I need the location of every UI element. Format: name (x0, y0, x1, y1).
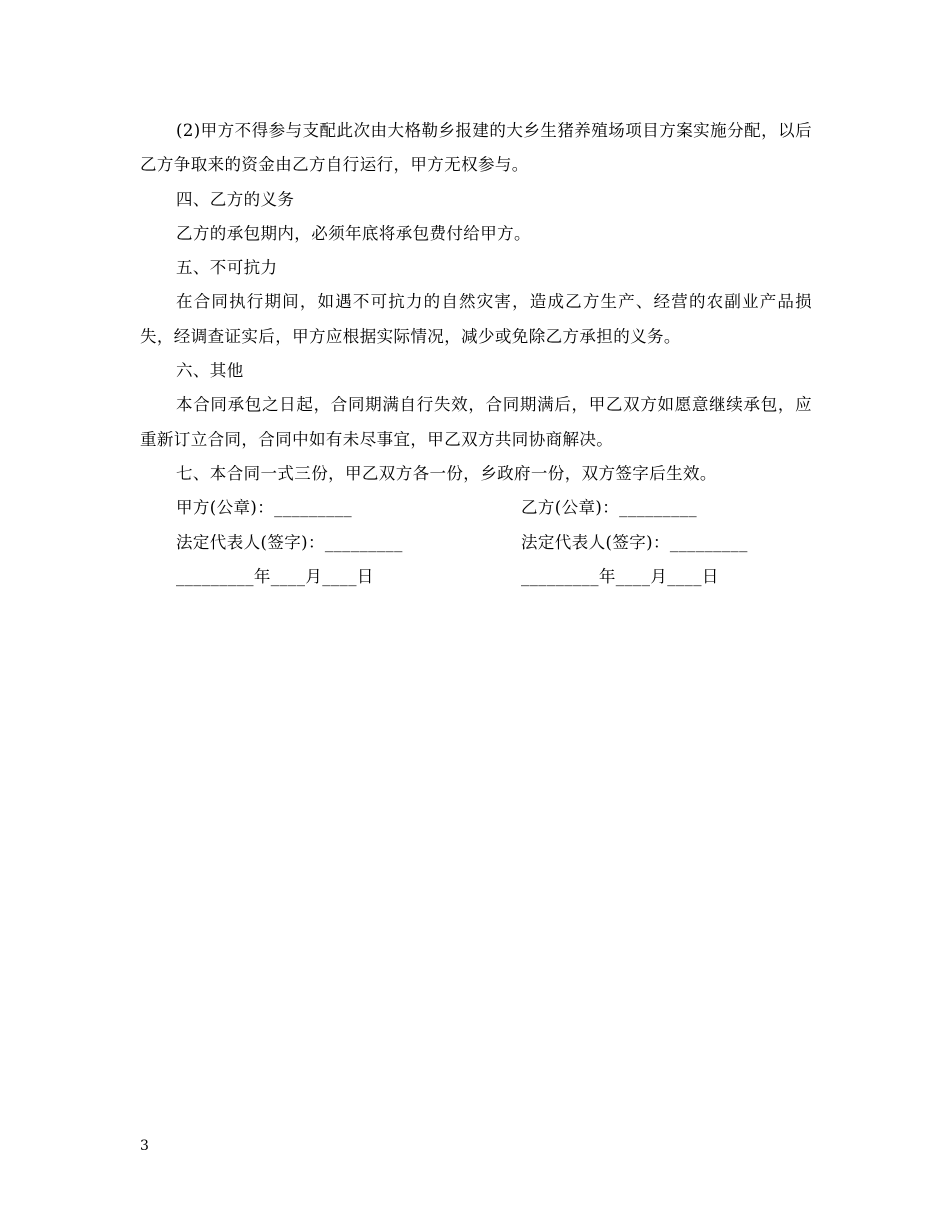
force-majeure-paragraph: 在合同执行期间，如遇不可抗力的自然灾害，造成乙方生产、经营的农副业产品损失，经调查证实后，甲方应根据实际情况，减少或免除乙方承担的义务。 (140, 292, 812, 346)
party-a-representative-line: 法定代表人(签字)：_________ (176, 532, 403, 552)
section-heading-force-majeure: 五、不可抗力 (176, 258, 278, 278)
page-number: 3 (140, 1138, 149, 1154)
section-heading-other: 六、其他 (176, 361, 244, 381)
signature-row-date (140, 560, 812, 594)
section-heading-obligations: 四、乙方的义务 (176, 189, 295, 209)
signature-row-representative (140, 526, 812, 560)
party-b-seal-line: 乙方(公章)：_________ (521, 498, 698, 518)
party-a-seal-line: 甲方(公章)：_________ (176, 498, 353, 518)
other-paragraph: 本合同承包之日起，合同期满自行失效，合同期满后，甲乙双方如愿意继续承包，应重新订立合同，合同中如有未尽事宜，甲乙双方共同协商解决。 (140, 395, 812, 449)
document-body (140, 114, 812, 594)
party-b-date-line: _________年____月____日 (521, 566, 719, 586)
party-b-representative-line: 法定代表人(签字)：_________ (521, 532, 748, 552)
clause-paragraph: (2)甲方不得参与支配此次由大格勒乡报建的大乡生猪养殖场项目方案实施分配，以后乙方争取来的资金由乙方自行运行，甲方无权参与。 (140, 121, 812, 175)
signature-row-seal (140, 491, 812, 525)
copies-clause: 七、本合同一式三份，甲乙双方各一份，乡政府一份，双方签字后生效。 (176, 463, 717, 483)
party-a-date-line: _________年____月____日 (176, 566, 374, 586)
obligations-paragraph: 乙方的承包期内，必须年底将承包费付给甲方。 (176, 223, 531, 243)
